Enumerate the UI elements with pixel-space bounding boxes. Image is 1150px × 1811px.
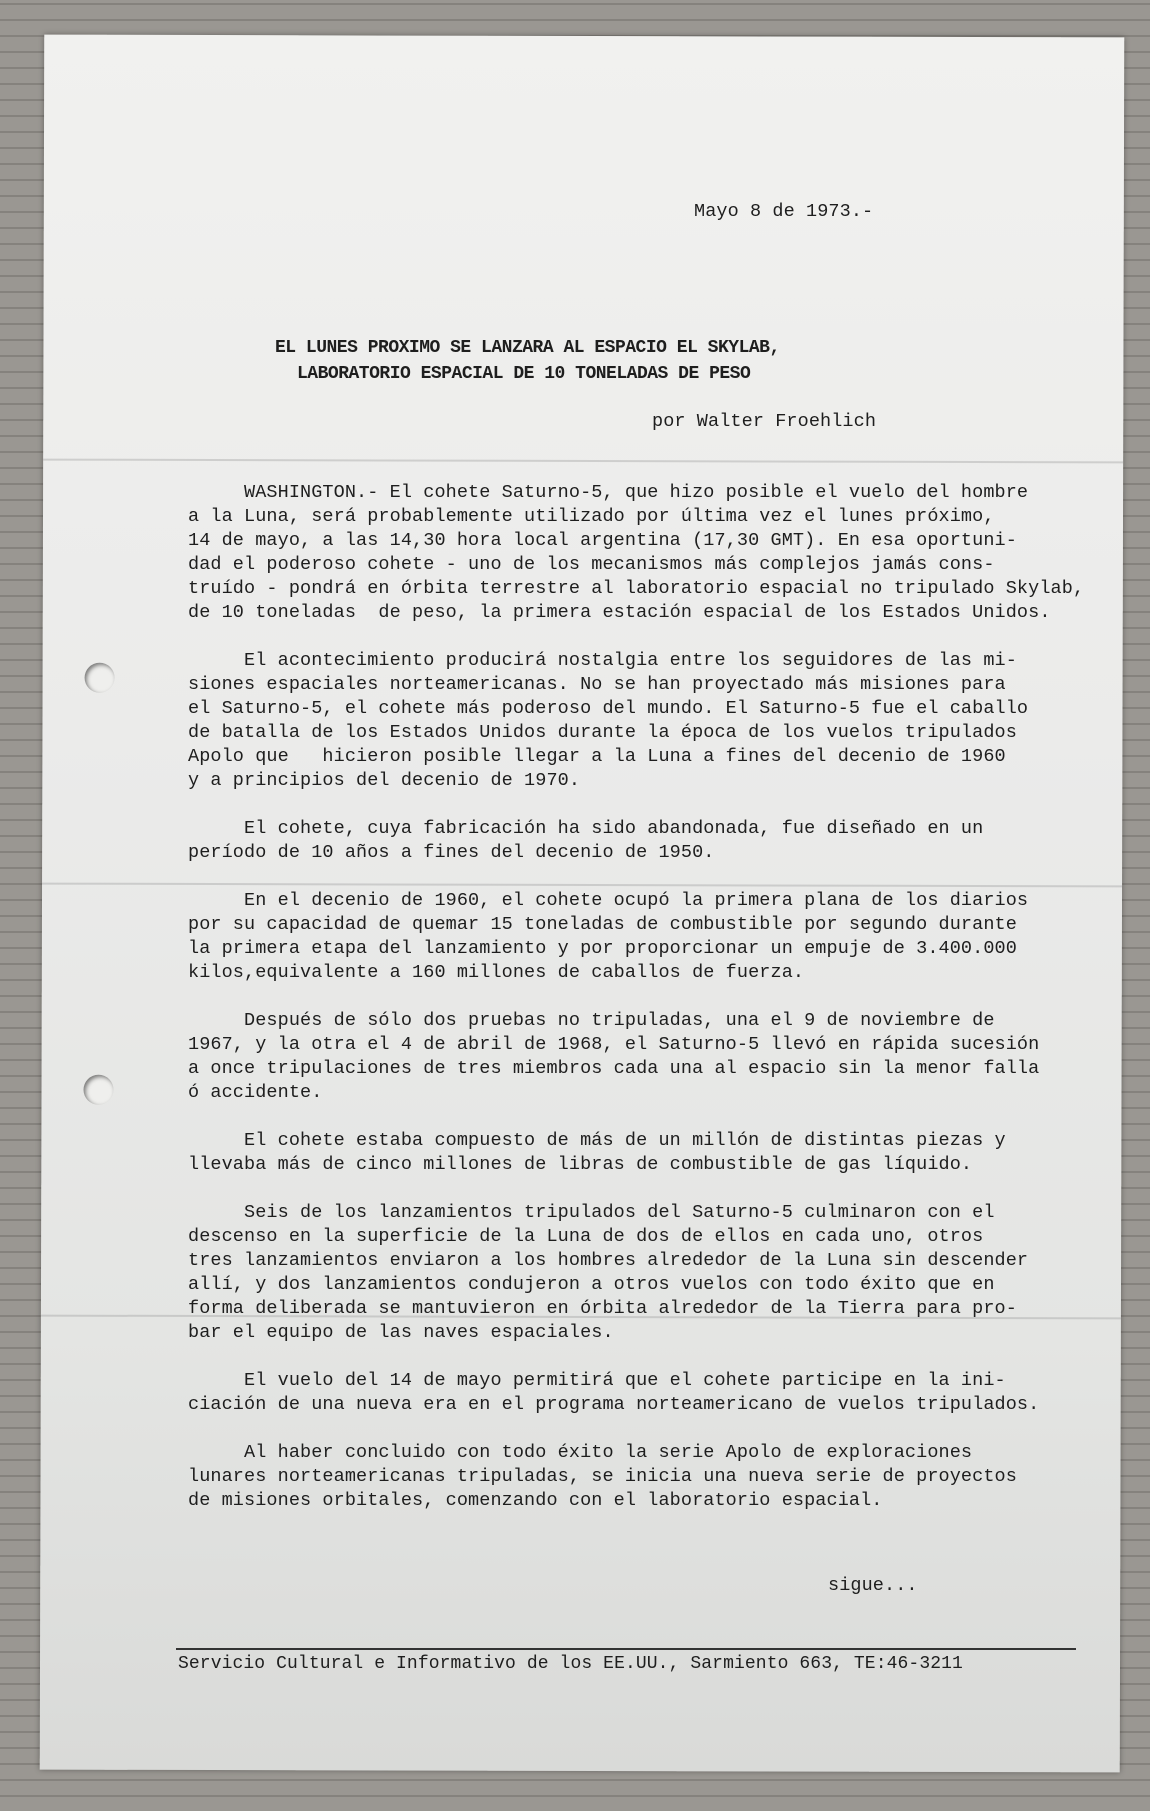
paragraph	[188, 1201, 1084, 1345]
fold-line	[43, 459, 1123, 464]
text-line: kilos,equivalente a 160 millones de caballos de fuerza.	[188, 962, 805, 983]
text-line: Después de sólo dos pruebas no tripuladas, una el 9 de noviembre de	[188, 1010, 995, 1031]
paragraph	[188, 889, 1084, 985]
text-line: Al haber concluido con todo éxito la serie Apolo de exploraciones	[188, 1442, 973, 1463]
text-line: dad el poderoso cohete - uno de los mecanismos más complejos jamás cons-	[188, 554, 995, 575]
text-line: ciación de una nueva era en el programa norteamericano de vuelos tripulados.	[188, 1394, 1040, 1415]
text-line: En el decenio de 1960, el cohete ocupó la primera plana de los diarios	[188, 890, 1029, 911]
text-line: Apolo que hicieron posible llegar a la Luna a fines del decenio de 1960	[188, 746, 1006, 767]
text-line: forma deliberada se mantuvieron en órbita alrededor de la Tierra para pro-	[188, 1298, 1017, 1319]
text-line: período de 10 años a fines del decenio de 1950.	[188, 842, 715, 863]
paragraph	[188, 817, 1084, 865]
text-line: de misiones orbitales, comenzando con el laboratorio espacial.	[188, 1490, 883, 1511]
text-line: llevaba más de cinco millones de libras de combustible de gas líquido.	[188, 1154, 973, 1175]
paragraph	[188, 649, 1084, 793]
paragraph	[188, 1129, 1084, 1177]
text-line: y a principios del decenio de 1970.	[188, 770, 581, 791]
text-line: El cohete, cuya fabricación ha sido abandonada, fue diseñado en un	[188, 818, 984, 839]
punch-hole	[83, 1075, 113, 1105]
text-line: lunares norteamericanas tripuladas, se inicia una nueva serie de proyectos	[188, 1466, 1017, 1487]
text-line: a once tripulaciones de tres miembros cada una al espacio sin la menor falla	[188, 1058, 1040, 1079]
text-line: por su capacidad de quemar 15 toneladas de combustible por segundo durante	[188, 914, 1017, 935]
text-line: siones espaciales norteamericanas. No se han proyectado más misiones para	[188, 674, 1006, 695]
footer-address: Servicio Cultural e Informativo de los EE.UU., Sarmiento 663, TE:46-3211	[178, 1654, 963, 1674]
text-line: de batalla de los Estados Unidos durante la época de los vuelos tripulados	[188, 722, 1017, 743]
text-line: El cohete estaba compuesto de más de un millón de distintas piezas y	[188, 1130, 1006, 1151]
document-date: Mayo 8 de 1973.-	[694, 201, 874, 222]
headline-line-1: EL LUNES PROXIMO SE LANZARA AL ESPACIO EL SKYLAB,	[275, 338, 780, 358]
paragraph	[188, 481, 1084, 625]
text-line: a la Luna, será probablemente utilizado por última vez el lunes próximo,	[188, 506, 995, 527]
text-line: El vuelo del 14 de mayo permitirá que el cohete participe en la ini-	[188, 1370, 1006, 1391]
text-line: 14 de mayo, a las 14,30 hora local argentina (17,30 GMT). En esa oportuni-	[188, 530, 1017, 551]
text-line: tres lanzamientos enviaron a los hombres alrededor de la Luna sin descender	[188, 1250, 1029, 1271]
headline-line-2: LABORATORIO ESPACIAL DE 10 TONELADAS DE PESO	[297, 364, 751, 384]
punch-hole	[85, 663, 115, 693]
text-line: de 10 toneladas de peso, la primera estación espacial de los Estados Unidos.	[188, 602, 1051, 623]
text-line: WASHINGTON.- El cohete Saturno-5, que hizo posible el vuelo del hombre	[188, 482, 1029, 503]
byline: por Walter Froehlich	[652, 411, 877, 432]
text-line: bar el equipo de las naves espaciales.	[188, 1322, 614, 1343]
paragraph	[188, 1369, 1084, 1417]
text-line: El acontecimiento producirá nostalgia entre los seguidores de las mi-	[188, 650, 1017, 671]
text-line: allí, y dos lanzamientos condujeron a otros vuelos con todo éxito que en	[188, 1274, 995, 1295]
paragraph	[188, 1009, 1084, 1105]
text-line: truído - pondrá en órbita terrestre al laboratorio espacial no tripulado Skylab,	[188, 578, 1085, 599]
text-line: Seis de los lanzamientos tripulados del Saturno-5 culminaron con el	[188, 1202, 995, 1223]
text-line: 1967, y la otra el 4 de abril de 1968, el Saturno-5 llevó en rápida sucesión	[188, 1034, 1040, 1055]
footer-rule	[176, 1648, 1076, 1650]
text-line: la primera etapa del lanzamiento y por proporcionar un empuje de 3.400.000	[188, 938, 1017, 959]
article-body	[188, 481, 1084, 1537]
continued-note: sigue...	[828, 1575, 918, 1596]
text-line: ó accidente.	[188, 1082, 323, 1103]
text-line: el Saturno-5, el cohete más poderoso del mundo. El Saturno-5 fue el caballo	[188, 698, 1029, 719]
paragraph	[188, 1441, 1084, 1513]
text-line: descenso en la superficie de la Luna de dos de ellos en cada uno, otros	[188, 1226, 984, 1247]
